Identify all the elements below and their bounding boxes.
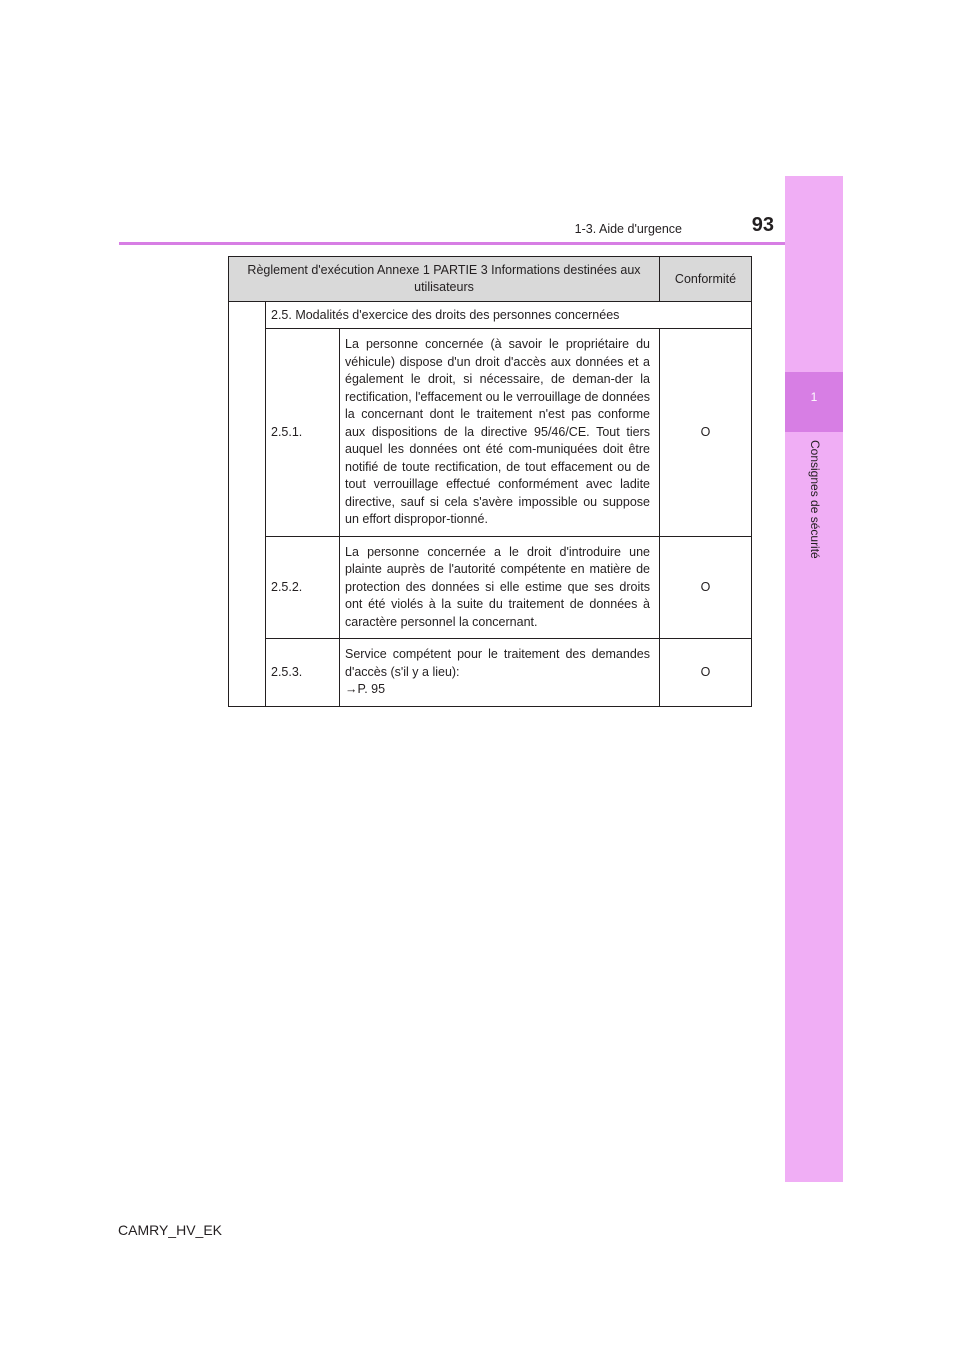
table-header-regulation: Règlement d'exécution Annexe 1 PARTIE 3 Informations destinées aux utilisateurs — [229, 257, 660, 302]
row-conformity: O — [660, 329, 752, 537]
row-text: La personne concernée (à savoir le propriétaire du véhicule) dispose d'un droit d'accès aux données et a également le droit, si nécessaire, de deman-der la rectification, l'effacement ou le verrouillage de données la concernant dont le traitement n'est pas conforme aux dispositions de la directive 95/46/CE. Tout tiers auquel les données ont été com-muniquées doit être notifié de toute rectification, de tout effacement ou de tout verrouillage effectué conformément avec ladite directive, sauf si cela s'avère impossible ou suppose un effort dispropor-tionné. — [340, 329, 660, 537]
table-row — [229, 639, 752, 707]
page-number: 93 — [751, 214, 774, 236]
row-conformity: O — [660, 536, 752, 639]
row-text-cell — [340, 639, 660, 707]
header-divider — [119, 242, 785, 245]
row-number: 2.5.2. — [266, 536, 340, 639]
row-text: La personne concernée a le droit d'introduire une plainte auprès de l'autorité compétente en matière de protection des données si elle estime que ses droits ont été violés à la suite du traitement de données à caractère personnel la concernant. — [340, 536, 660, 639]
table-subheading-row — [229, 302, 752, 329]
table-row — [229, 536, 752, 639]
table-row — [229, 329, 752, 537]
table-indent-cell — [229, 302, 266, 707]
chapter-title: Consignes de sécurité — [808, 440, 822, 559]
row-conformity: O — [660, 639, 752, 707]
table-header-row — [229, 257, 752, 302]
regulation-table — [228, 256, 752, 707]
row-number: 2.5.1. — [266, 329, 340, 537]
table-header-conformity: Conformité — [660, 257, 752, 302]
chapter-number: 1 — [810, 390, 818, 404]
chapter-side-tab — [785, 176, 843, 1182]
model-code: CAMRY_HV_EK — [118, 1222, 223, 1238]
row-number: 2.5.3. — [266, 639, 340, 707]
page-reference-link[interactable]: →P. 95 — [345, 682, 386, 696]
row-text: Service compétent pour le traitement des demandes d'accès (s'il y a lieu): — [345, 647, 650, 679]
section-title: 1-3. Aide d'urgence — [574, 222, 682, 236]
table-subheading: 2.5. Modalités d'exercice des droits des personnes concernées — [266, 302, 752, 329]
